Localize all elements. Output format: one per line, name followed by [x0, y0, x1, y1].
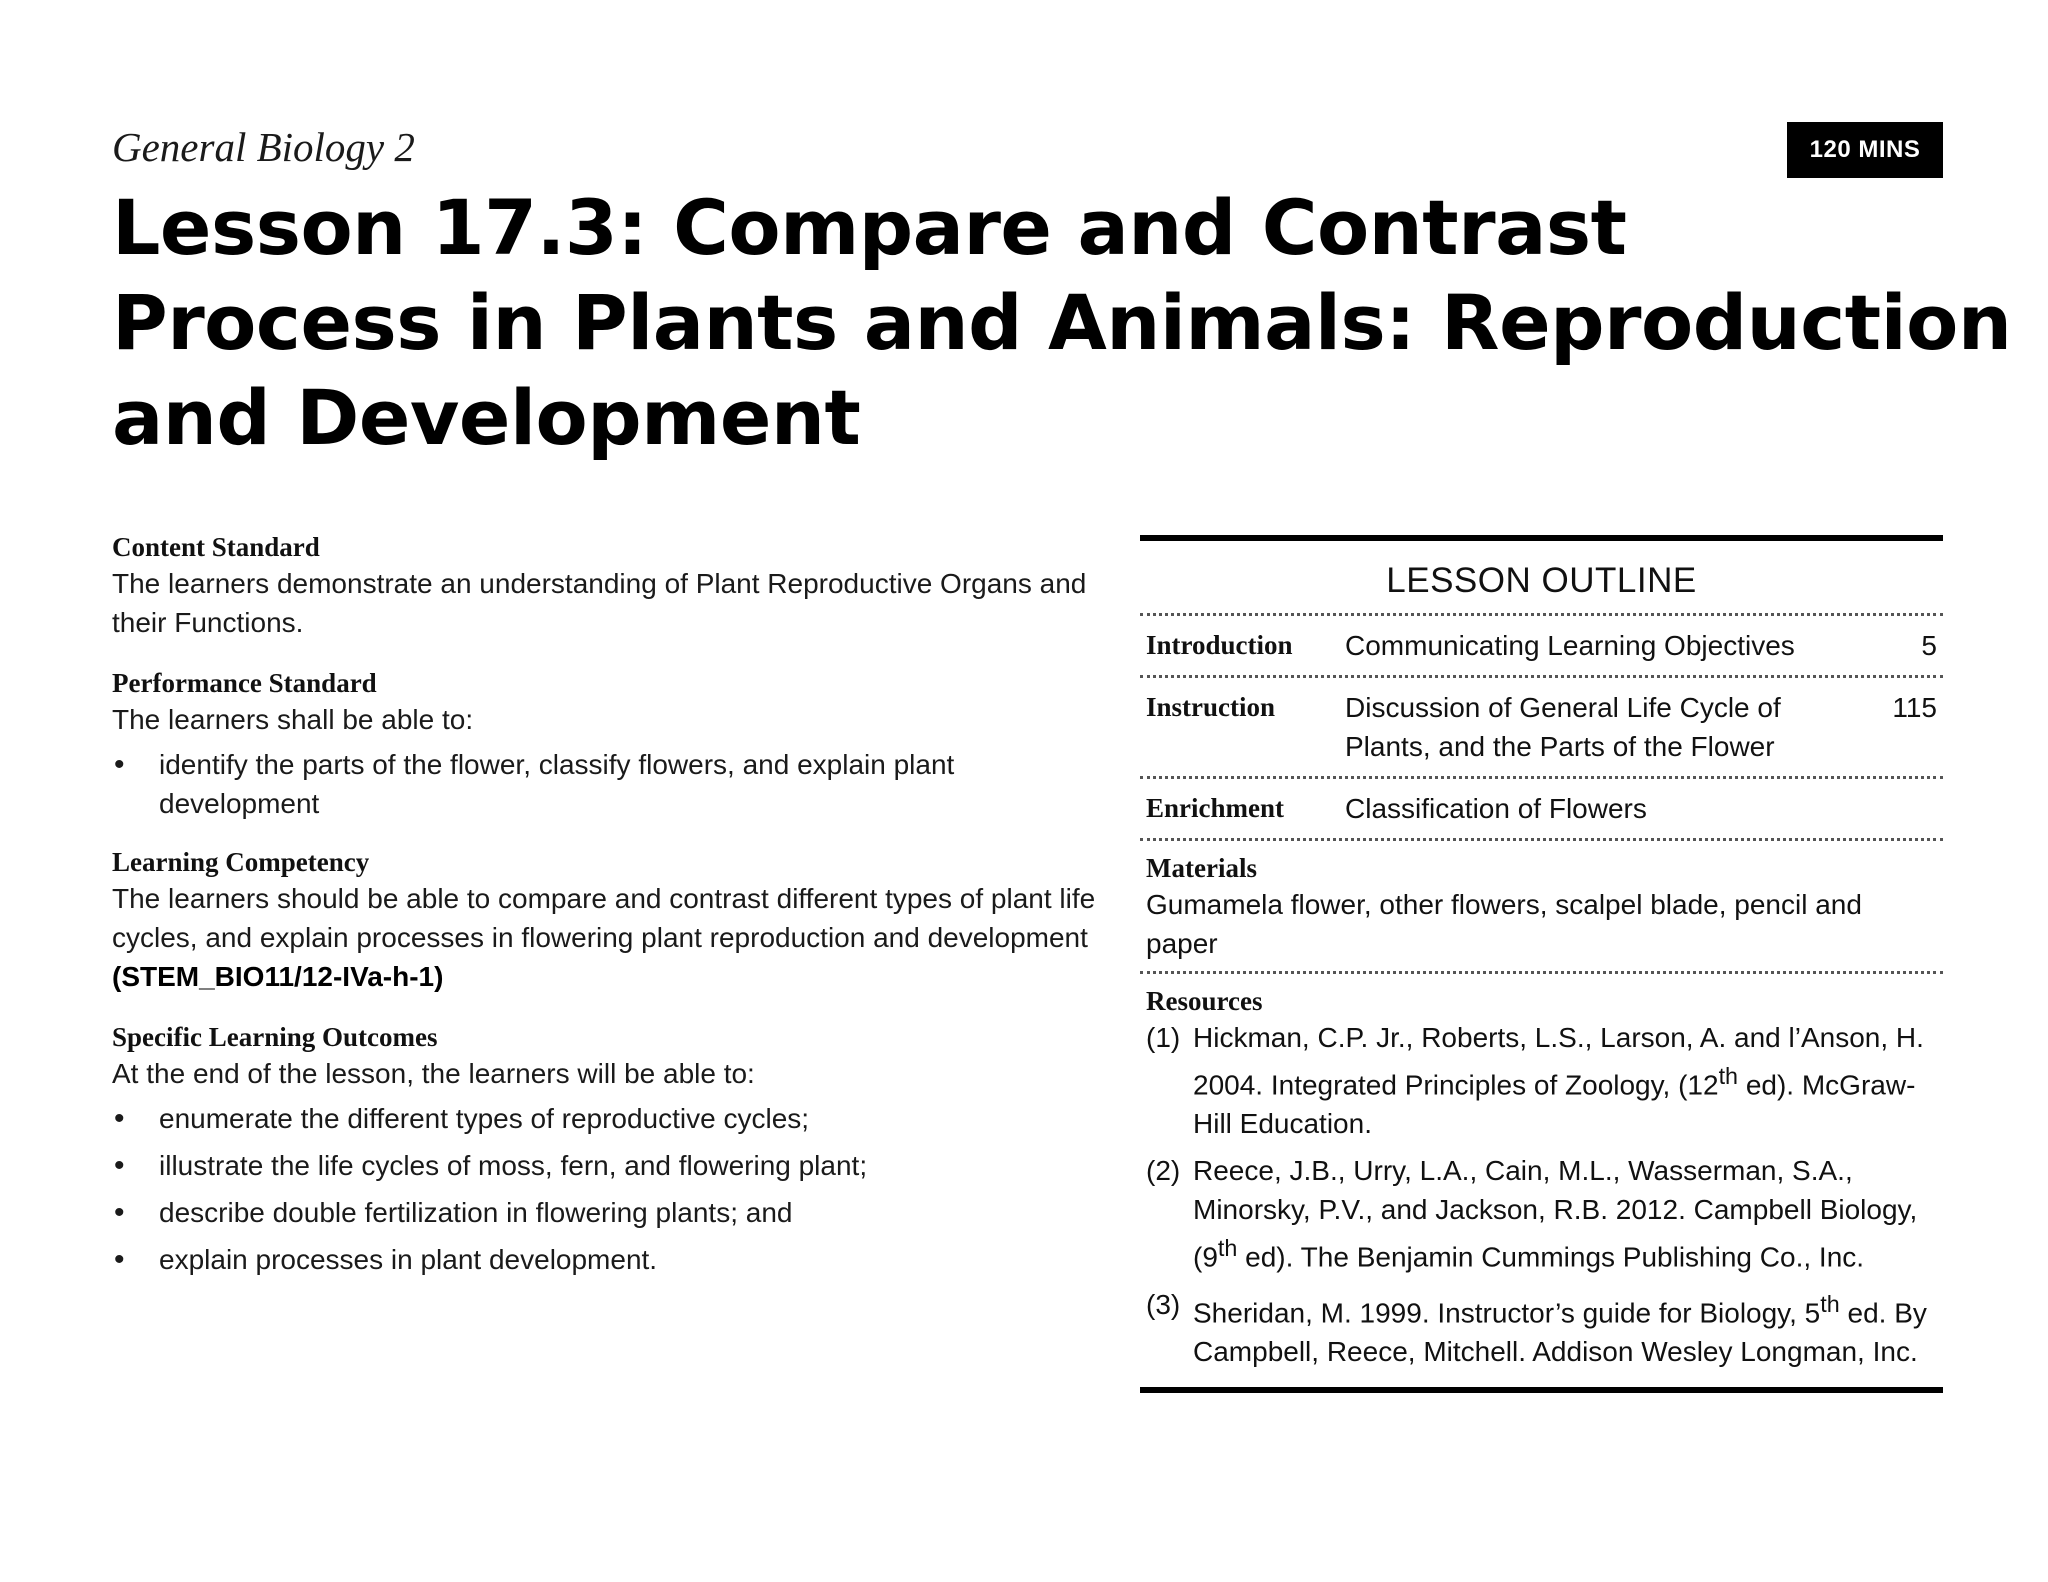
lesson-title [112, 180, 2012, 465]
outline-row-description: Classification of Flowers [1345, 793, 1647, 824]
reference-text: ed). McGraw-Hill Education. [1193, 1069, 1916, 1140]
outline-row-label: Introduction [1146, 630, 1293, 660]
resources-list [1146, 1018, 1937, 1371]
list-item: • illustrate the life cycles of moss, fern, and flowering plant; [112, 1146, 1112, 1185]
learning-competency-text [112, 879, 1112, 996]
lesson-outline-title: LESSON OUTLINE [1386, 561, 1697, 600]
subject-label: General Biology 2 [112, 124, 415, 170]
reference-number: (1) [1146, 1022, 1181, 1053]
materials-heading: Materials [1146, 853, 1257, 883]
specific-outcomes-intro: At the end of the lesson, the learners will be able to: [112, 1058, 755, 1089]
resources-block [1140, 974, 1943, 1387]
resources-heading: Resources [1146, 986, 1263, 1016]
duration-badge: 120 MINS [1787, 122, 1943, 178]
list-item: • explain processes in plant development. [112, 1240, 1112, 1279]
reference-text: Sheridan, M. 1999. Instructor’s guide for Biology, 5 [1193, 1296, 1821, 1328]
reference-item [1146, 1018, 1937, 1143]
list-item: • identify the parts of the flower, classify flowers, and explain plant development [112, 745, 1112, 823]
content-standard-heading: Content Standard [112, 532, 320, 562]
outline-row-description: Discussion of General Life Cycle of Plants, and the Parts of the Flower [1345, 692, 1781, 762]
performance-standard-list [112, 745, 1112, 823]
reference-number: (3) [1146, 1288, 1181, 1320]
content-standard-text: The learners demonstrate an understanding of Plant Reproductive Organs and their Functions. [112, 568, 1087, 638]
lesson-title-line: Lesson 17.3: Compare and Contrast [112, 183, 1627, 272]
reference-text: Reece, J.B., Urry, L.A., Cain, M.L., Wasserman, S.A., Minorsky, P.V., and Jackson, R.B. 2012. Campbell Biology, (9 [1193, 1155, 1918, 1273]
outline-row-label: Instruction [1146, 692, 1276, 722]
outline-row-minutes: 5 [1921, 630, 1937, 661]
outline-row [1140, 779, 1943, 838]
reference-text: Hickman, C.P. Jr., Roberts, L.S., Larson, A. and l’Anson, H. 2004. Integrated Principles of Zoology, (12 [1193, 1022, 1924, 1101]
standards-column [112, 530, 1112, 1287]
reference-item [1146, 1285, 1937, 1371]
reference-text: ed. By Campbell, Reece, Mitchell. Addison Wesley Longman, Inc. [1193, 1296, 1927, 1367]
list-item: • enumerate the different types of reproductive cycles; [112, 1099, 1112, 1138]
outline-row [1140, 616, 1943, 675]
outline-row-description: Communicating Learning Objectives [1345, 630, 1795, 661]
outline-row-label: Enrichment [1146, 793, 1284, 823]
lesson-outline-box [1140, 535, 1943, 1393]
list-item: • describe double fertilization in flowering plants; and [112, 1193, 1112, 1232]
lesson-title-line: Process in Plants and Animals: Reproduction [112, 278, 2012, 367]
reference-sup: th [1820, 1290, 1840, 1317]
performance-standard-heading: Performance Standard [112, 668, 377, 698]
outline-row [1140, 678, 1943, 776]
outline-row-minutes: 115 [1892, 692, 1937, 723]
outline-row-minutes [1857, 789, 1937, 828]
lesson-title-line: and Development [112, 373, 861, 462]
materials-text: Gumamela flower, other flowers, scalpel blade, pencil and paper [1146, 889, 1862, 959]
materials-block [1140, 841, 1943, 971]
performance-standard-intro: The learners shall be able to: [112, 704, 474, 735]
reference-sup: th [1217, 1235, 1238, 1262]
learning-competency-heading: Learning Competency [112, 847, 370, 877]
specific-outcomes-heading: Specific Learning Outcomes [112, 1022, 438, 1052]
specific-outcomes-list [112, 1099, 1112, 1279]
competency-code: (STEM_BIO11/12-IVa-h-1) [112, 961, 444, 992]
reference-sup: th [1718, 1063, 1739, 1089]
reference-item [1146, 1151, 1937, 1276]
learning-competency-body: The learners should be able to compare and contrast different types of plant life cycles, and explain processes in flowering plant reproduction and development [112, 883, 1096, 953]
reference-text: ed). The Benjamin Cummings Publishing Co., Inc. [1237, 1241, 1865, 1273]
reference-number: (2) [1146, 1155, 1181, 1187]
